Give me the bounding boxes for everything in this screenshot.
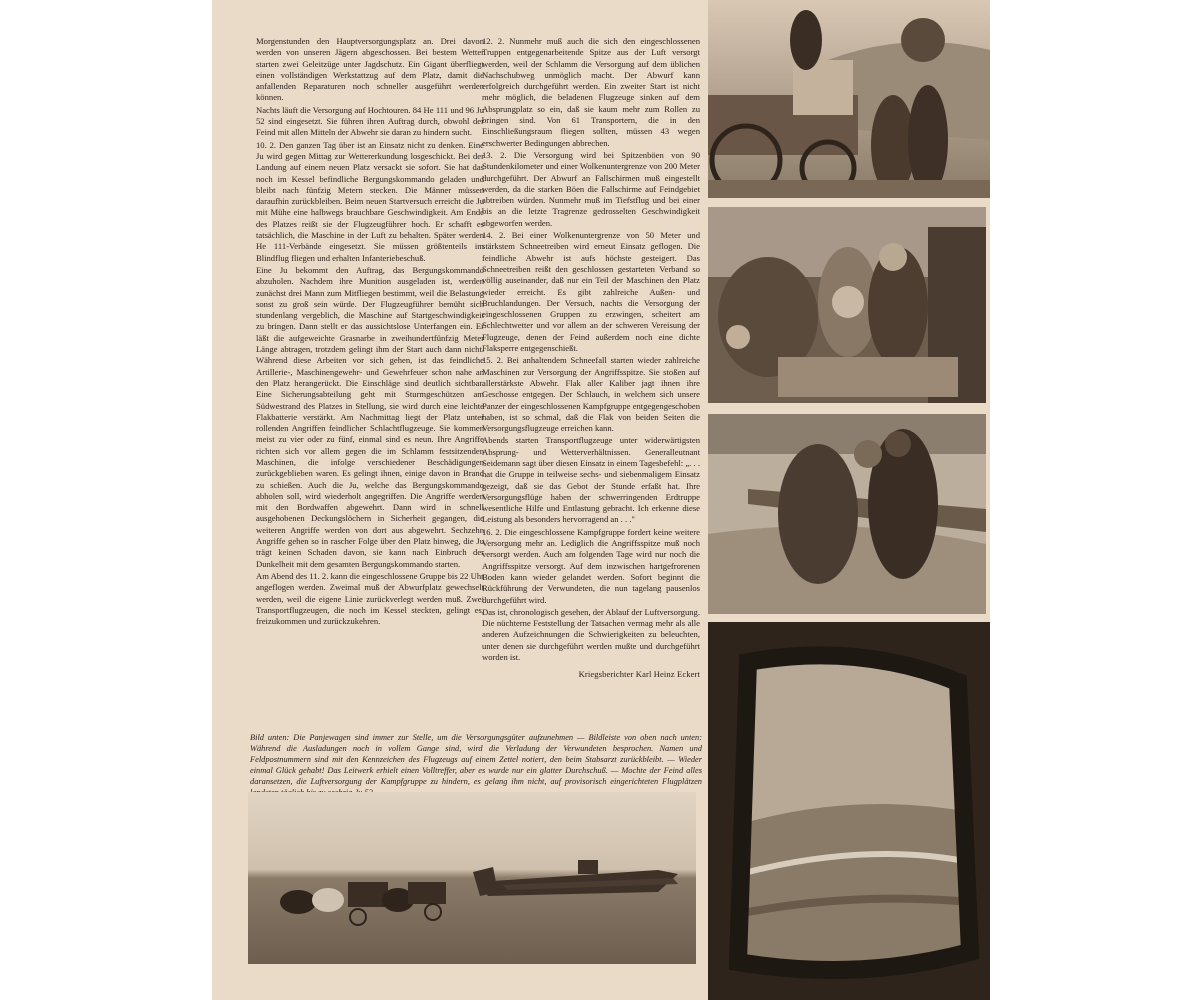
paragraph: Morgenstunden den Hauptversorgungsplatz an. Drei davon werden von unseren Jägern abgeschossen. Bei bestem Wetter starten zwei Geleitzüge unter Jagdschutz. Ein Gigant überfliegt einen vollständigen Werkstattzug auf dem Platz, damit die anfallenden Reparaturen noch schneller ausgeführt werden können. <box>256 36 484 103</box>
text-column-left <box>256 36 484 628</box>
text-column-right <box>482 36 700 681</box>
photo-unloading-cargo <box>708 0 990 198</box>
photo-damaged-tail <box>708 414 986 614</box>
paragraph: 15. 2. Bei anhaltendem Schneefall starten wieder zahlreiche Maschinen zur Versorgung der Angriffsspitze. Sie stoßen auf allerstärkste Abwehr. Flak aller Kaliber jagt ihnen ihre Geschosse entgegen. Der Schlauch, in welchem sich unsere Panzer der eingeschlossenen Kampfgruppe entgegengeschoben haben, ist so schmal, daß die Flak von beiden Seiten die Versorgungsflugzeuge erreichen kann. <box>482 355 700 434</box>
paragraph: 10. 2. Den ganzen Tag über ist an Einsatz nicht zu denken. Eine Ju wird gegen Mittag zur Wettererkundung losgeschickt. Bei der Landung auf einem neuen Platz versackt sie sofort. Sie hat das noch im Kessel befindliche Bergungskommando geladen und bleibt nach fünfzig Metern stecken. Die Männer müssen daraufhin zurückbleiben. Beim neuen Startversuch erreicht die Ju mit Mühe eine halbwegs brauchbare Geschwindigkeit. Am Ende des Platzes reißt sie der Flugzeugführer hoch. Er schafft es tatsächlich, die Maschine in der Luft zu behalten. Später werden He 111-Verbände eingesetzt. Sie müssen größtenteils im Blindflug fliegen und erhalten Infanteriebeschuß. <box>256 139 484 263</box>
paragraph: Am Abend des 11. 2. kann die eingeschlossene Gruppe bis 22 Uhr angeflogen werden. Zweimal muß der Abwurfplatz gewechselt werden, weil die eigene Linie zurückverlegt werden muß. Zwei Transportflugzeugen, die noch im Kessel steckten, gelingt es, freizukommen und zurückzukehren. <box>256 570 484 627</box>
photo-loading-wounded <box>708 207 986 403</box>
paragraph: Nachts läuft die Versorgung auf Hochtouren. 84 He 111 und 96 Ju 52 sind eingesetzt. Sie führen ihren Auftrag durch, obwohl der Feind mit allen Mitteln der Abwehr sie daran zu hindern sucht. <box>256 104 484 138</box>
paragraph: 14. 2. Bei einer Wolkenuntergrenze von 50 Meter und stärkstem Schneetreiben wird erneut Einsatz geflogen. Die feindliche Abwehr ist aufs höchste gesteigert. Das Schneetreiben reißt den geschlossen gestarteten Verband so völlig auseinander, daß nur ein Teil der Maschinen den Platz wieder erreicht. Es gibt zahlreiche Außen- und Bruchlandungen. Der Versuch, nachts die Versorgung der eingeschlossenen Gruppen zu erzwingen, scheitert am Schlechtwetter und vor allem an der schweren Vereisung der Flugzeuge, denen der Feind außerdem noch eine dichte Flaksperre entgegenschießt. <box>482 230 700 354</box>
magazine-page <box>212 0 990 1000</box>
paragraph: 16. 2. Die eingeschlossene Kampfgruppe fordert keine weitere Versorgung mehr an. Lediglich die Angriffsspitze muß noch versorgt werden. Auch am folgenden Tage wird nur noch die Angriffsspitze versorgt. Auf dem inzwischen hartgefrorenen Boden kann wieder gelandet werden. Sofort beginnt die Rückführung der Verwundeten, die nun tagelang pausenlos durchgeführt wird. <box>482 526 700 605</box>
paragraph: Eine Ju bekommt den Auftrag, das Bergungskommando abzuholen. Nachdem ihre Munition ausgeladen ist, werden zunächst drei Mann zum Mitfliegen bestimmt, weil die Belastung sonst zu groß sein würde. Der Flugzeugführer bemüht sich stundenlang vergeblich, die Maschine auf Startgeschwindigkeit zu bringen. Dann stellt er das aussichtslose Unterfangen ein. Er läßt die aufgeweichte Grasnarbe in zweihundertfünfzig Meter Länge abtragen, trotzdem gelingt ihm der Start auch dann nicht. Während diese Arbeiten vor sich gehen, ist das feindliche Artillerie-, Maschinengewehr- und Gewehrfeuer schon nahe an den Platz herangerückt. Die Einschläge sind deutlich sichtbar. Eine Sicherungsabteilung geht mit Sturmgeschützen am Südwestrand des Platzes in Stellung, sie wird durch eine leichte Flakbatterie verstärkt. Am Nachmittag liegt der Platz unter rollenden Angriffen feindlicher Schlachtflugzeuge. Sie kommen meist zu vier oder zu fünf, einmal sind es neun. Ihre Angriffe richten sich vor allem gegen die im Schlamm festsitzenden Maschinen, die infolge verschiedener Beschädigungen zurückgeblieben waren. Es gelingt ihnen, einige davon in Brand zu schießen. Auch die Ju, welche das Bergungskommando abholen soll, wird wiederholt angegriffen. Die Angriffe werden mit den Bordwaffen abgewehrt. Dann wird in schnell ausgehobenen Deckungslöchern in Sicherheit gegangen, die weiteren Angriffe werden von dort aus abgewehrt. Sechzehn Angriffe gehen so in rascher Folge über den Platz hinweg, die Ju trägt keinen Schaden davon, sie kann nach Einbruch der Dunkelheit mit dem gesamten Bergungskommando starten. <box>256 264 484 569</box>
photo-aerial-window-view <box>708 622 990 1000</box>
paragraph: Abends starten Transportflugzeuge unter widerwärtigsten Absprung- und Wetterverhältnissen. Generalleutnant Seidemann sagt über diesen Einsatz in einem Tagesbefehl: „. . . hat die Gruppe in teilweise sechs- und siebenmaligem Einsatz gezeigt, daß sie das Gebot der Stunde erfaßt hat. Ihre Versorgungsflüge haben der schwerringenden Erdtruppe wesentliche Hilfe und Entlastung gebracht. Ich erkenne diese Leistung als besonders hervorragend an . . ." <box>482 435 700 525</box>
photo-caption: Bild unten: Die Panjewagen sind immer zur Stelle, um die Versorgungsgüter aufzunehmen — Bildleiste von oben nach unten: Während die Ausladungen noch in vollem Gange sind, wird die Verladung der Verwundeten besprochen. Namen und Feldpostnummern sind mit den Kennzeichen des Flugzeugs auf einem Zettel notiert, den beim Stabsarzt zurückbleibt. — Wieder einmal Glück gehabt! Das Leitwerk erhielt einen Volltreffer, aber es wurde nur ein glatter Durchschuß. — Mochte der Feind alles daransetzen, die Luftversorgung der Kampfgruppe zu hindern, es gelang ihm nicht, auf provisorisch eingerichteten Flugplätzen <box>250 733 702 786</box>
paragraph: 12. 2. Nunmehr muß auch die sich den eingeschlossenen Truppen entgegenarbeitende Spitze aus der Luft versorgt werden, weil der Schlamm die Versorgung auf dem üblichen Nachschubweg unmöglich macht. Der Abwurf kann erfolgreich durchgeführt werden. Ein zweiter Start ist nicht mehr möglich, die beladenen Flugzeuge sinken auf dem Absprungplatz so ein, daß sie kaum mehr zum Rollen zu bringen sind. Von 61 Transportern, die in den Einschließungsraum fliegen sollten, müssen 43 wegen erschwerter Bedingungen abbrechen. <box>482 36 700 148</box>
author-signature: Kriegsberichter Karl Heinz Eckert <box>578 669 700 680</box>
photo-panje-wagons-ju52 <box>248 792 696 964</box>
paragraph: 13. 2. Die Versorgung wird bei Spitzenböen von 90 Stundenkilometer und einer Wolkenuntergrenze von 200 Meter durchgeführt. Der Abwurf an Fallschirmen muß eingestellt werden, da die starken Böen die Fallschirme auf Feindgebiet abtreiben würden. Nunmehr muß im Tiefstflug und bei einer bis an die letzte Tragrenze gedrosselten Geschwindigkeit abgeworfen werden. <box>482 149 700 228</box>
paragraph: Das ist, chronologisch gesehen, der Ablauf der Luftversorgung. Die nüchterne Feststellung der Tatsachen vermag mehr als alle anderen Aufzeichnungen die Schwierigkeiten zu beleuchten, unter denen sie durchgeführt werden mußte und durchgeführt worden ist. <box>482 606 700 663</box>
